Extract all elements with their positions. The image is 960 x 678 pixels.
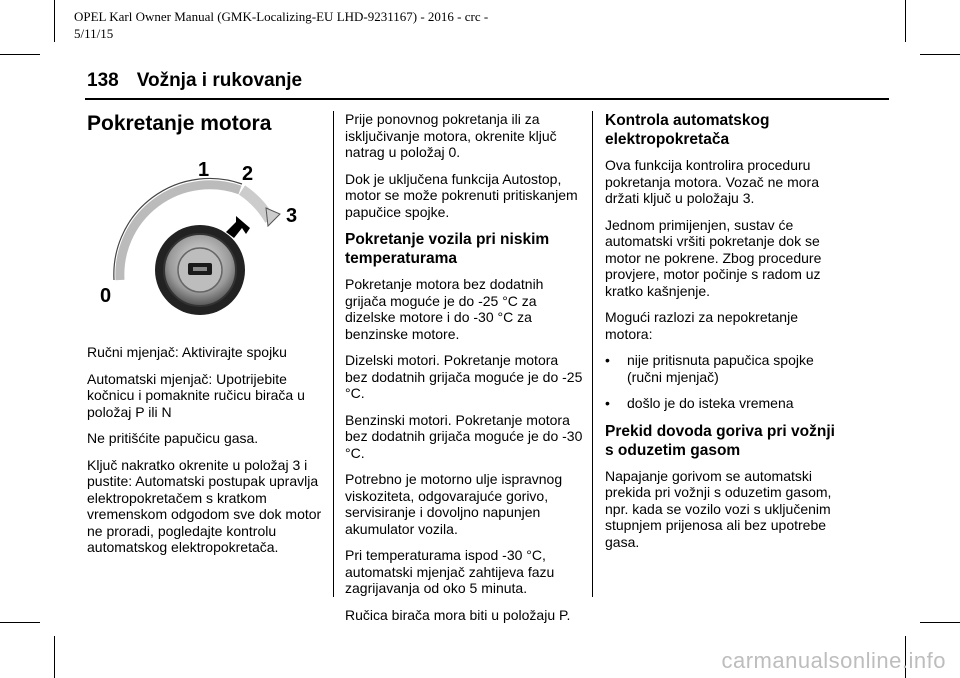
return-arrow-icon bbox=[226, 216, 250, 238]
crop-mark bbox=[905, 0, 906, 42]
document-meta bbox=[74, 8, 494, 42]
list-item-text: došlo je do isteka vremena bbox=[627, 395, 794, 411]
paragraph: Ručni mjenjač: Aktivirajte spojku bbox=[87, 344, 287, 360]
ignition-figure bbox=[90, 150, 310, 320]
paragraph: Ključ nakratko okrenite u položaj 3 i pustite: Automatski postupak upravlja elektropokretačem s kratkom vremenskom odgodom sve dok motor ne proradi, pogledajte kontrolu automatskog elektropokretača. bbox=[87, 456, 322, 555]
crop-mark bbox=[54, 0, 55, 42]
paragraph: Mogući razlozi za nepokretanje motora: bbox=[605, 309, 798, 342]
column-divider bbox=[333, 111, 334, 597]
column-1-text bbox=[87, 344, 322, 566]
paragraph: Potrebno je motorno ulje ispravnog viskoziteta, odgovarajuće gorivo, servisiranje i dovoljno napunjen akumulator vozila. bbox=[345, 471, 563, 537]
page-title: Pokretanje motora bbox=[87, 112, 272, 135]
crop-mark bbox=[920, 54, 960, 55]
paragraph: Pri temperaturama ispod -30 °C, automatski mjenjač zahtijeva fazu zagrijavanja od oko 5 minuta. bbox=[345, 547, 555, 596]
position-label-3: 3 bbox=[286, 205, 298, 227]
paragraph: Prije ponovnog pokretanja ili za isključivanje motora, okrenite ključ natrag u položaj 0. bbox=[345, 111, 557, 160]
section-title: Vožnja i rukovanje bbox=[136, 70, 303, 91]
column-1 bbox=[87, 112, 319, 136]
column-divider bbox=[592, 111, 593, 597]
running-header bbox=[87, 70, 302, 92]
crop-mark bbox=[920, 622, 960, 623]
list-item bbox=[605, 352, 837, 385]
column-3 bbox=[605, 111, 837, 560]
paragraph: Automatski mjenjač: Upotrijebite kočnicu i pomaknite ručicu birača u položaj P ili N bbox=[87, 370, 305, 420]
meta-line-1: OPEL Karl Owner Manual (GMK-Localizing-EU LHD-9231167) - 2016 - crc - bbox=[74, 9, 489, 24]
position-label-1: 1 bbox=[198, 159, 210, 181]
position-label-2: 2 bbox=[242, 163, 254, 185]
list-item bbox=[605, 395, 837, 412]
start-arc bbox=[242, 190, 270, 220]
list-item-text: nije pritisnuta papučica spojke (ručni mjenjač) bbox=[627, 352, 814, 385]
meta-line-2: 5/11/15 bbox=[74, 26, 114, 41]
crop-mark bbox=[54, 636, 55, 678]
paragraph: Pokretanje motora bez dodatnih grijača moguće je do -25 °C za dizelske motore i do -30 °C za benzinske motore. bbox=[345, 276, 544, 342]
paragraph: Ne pritišćite papučicu gasa. bbox=[87, 430, 259, 446]
paragraph: Napajanje gorivom se automatski prekida pri vožnji s oduzetim gasom, npr. kada se vozilo vozi s uključenim stupnjem prijenosa ali bez upotrebe gasa. bbox=[605, 467, 832, 550]
crop-mark bbox=[0, 622, 40, 623]
section-heading: Pokretanje vozila pri niskim temperaturama bbox=[345, 231, 550, 267]
paragraph: Ova funkcija kontrolira proceduru pokretanja motora. Vozač ne mora držati ključ u položaju 3. bbox=[605, 157, 820, 206]
bullet-mark: • bbox=[605, 352, 610, 368]
crop-mark bbox=[0, 54, 40, 55]
header-rule bbox=[85, 98, 889, 100]
key-slot-inner bbox=[193, 267, 207, 271]
section-heading: Kontrola automatskog elektropokretača bbox=[605, 112, 770, 148]
page-number: 138 bbox=[87, 70, 119, 91]
paragraph: Dizelski motori. Pokretanje motora bez dodatnih grijača moguće je do -25 °C. bbox=[345, 352, 583, 401]
start-arc-arrow bbox=[266, 208, 280, 226]
watermark: carmanualsonline.info bbox=[721, 648, 946, 673]
paragraph: Ručica birača mora biti u položaju P. bbox=[345, 606, 571, 623]
paragraph: Jednom primijenjen, sustav će automatski vršiti pokretanje dok se motor ne pokrene. Zbog procedure provjere, motor počinje s radom uz kratko kašnjenje. bbox=[605, 216, 822, 299]
paragraph: Benzinski motori. Pokretanje motora bez dodatnih grijača moguće je do -30 °C. bbox=[345, 411, 583, 461]
bullet-mark: • bbox=[605, 395, 610, 411]
paragraph: Dok je uključena funkcija Autostop, motor se može pokrenuti pritiskanjem papučice spojke. bbox=[345, 170, 578, 220]
section-heading: Prekid dovoda goriva pri vožnji s oduzetim gasom bbox=[605, 422, 835, 459]
position-label-0: 0 bbox=[100, 285, 112, 307]
column-2 bbox=[345, 111, 583, 633]
